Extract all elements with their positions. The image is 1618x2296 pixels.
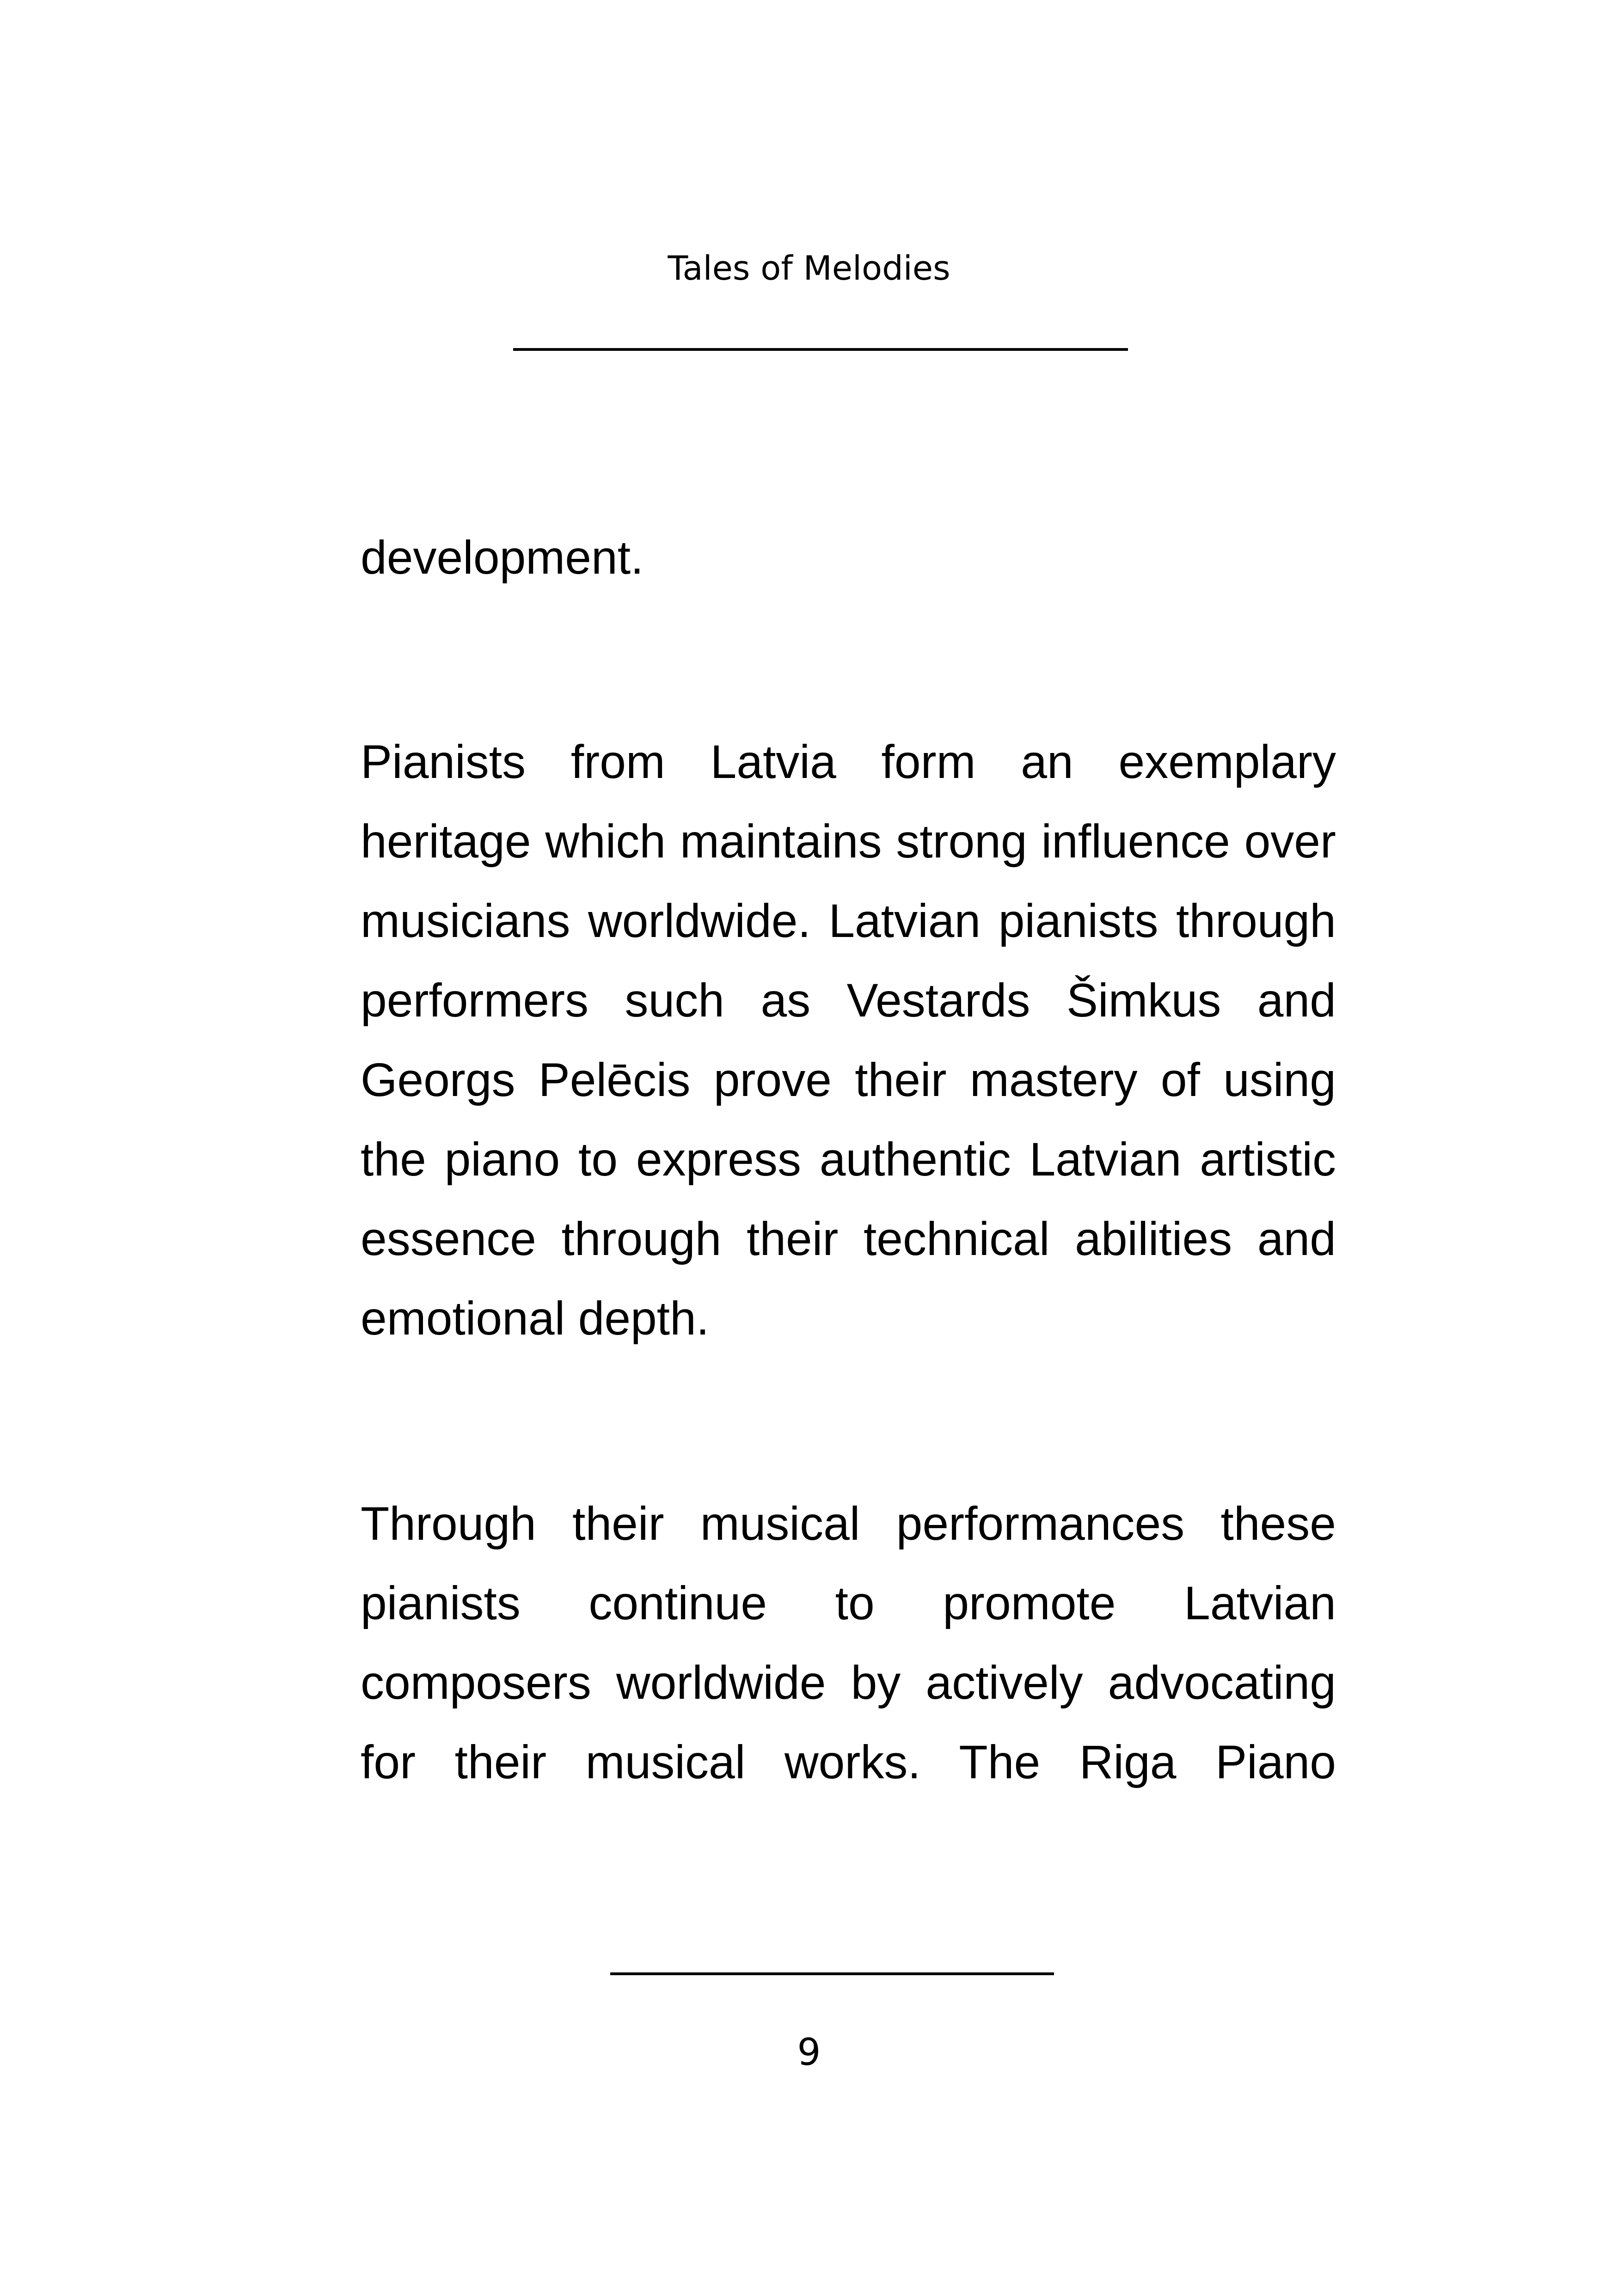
footer-divider xyxy=(610,1972,1054,1975)
paragraph-musical-performances: Through their musical performances these pianists continue to promote Latvian composers worldwide by actively advocating for their musical works. The Riga Piano xyxy=(361,1497,1336,1788)
page-number: 9 xyxy=(797,2031,821,2074)
header-divider xyxy=(513,348,1128,351)
paragraph-latvian-pianists: Pianists from Latvia form an exemplary heritage which maintains strong influence over musicians worldwide. Latvian pianists through performers such as Vestards Šimkus and Georgs Pelēcis prove their mastery of using the piano to express authentic Latvian artistic essence through their technical abilities and emotional depth. xyxy=(361,735,1336,1345)
running-header-title: Tales of Melodies xyxy=(668,249,950,288)
paragraph-continuation: development. xyxy=(361,531,644,584)
